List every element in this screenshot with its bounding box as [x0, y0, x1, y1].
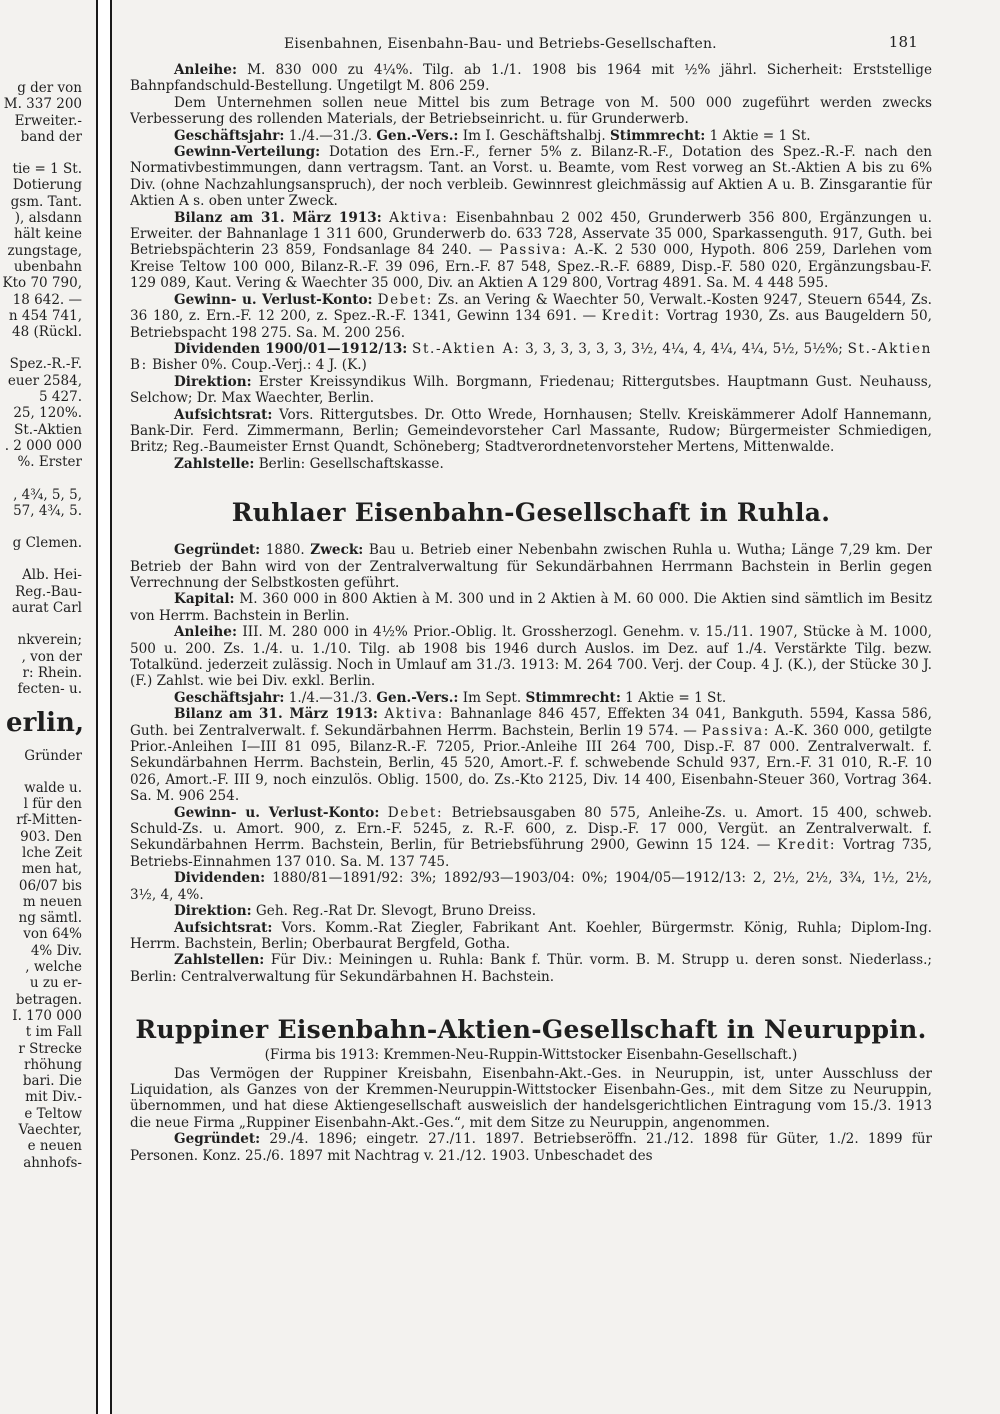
fragment-line: Reg.-Bau-: [15, 583, 82, 600]
fragment-line: 4% Div.: [30, 942, 82, 959]
s1-direktion: Direktion: Erster Kreissyndikus Wilh. Borgmann, Friedenau; Rittergutsbes. Hauptmann Gust. Neuhauss, Selchow; Dr. Max Waechter, Berlin.: [130, 373, 932, 407]
fragment-line: rf-Mitten-: [16, 812, 82, 829]
s2-anleihe: Anleihe: III. M. 280 000 in 4½% Prior.-Oblig. lt. Grossherzogl. Genehm. v. 15./11. 1907, Stücke à M. 1000, 500 u. 200. Zs. 1./4. u. 1./10. Tilg. ab 1908 bis 1946 durch Auslos. im Dez. auf 1./4. Verstärkte Tilg. bezw. Totalkünd. jederzeit zulässig. Noch in Umlauf am 31./3. 1913: M. 264 700. Verj. der Coup. 4 J. (K.), der Stücke 30 J. (F.) Zahlst. wie bei Div. exkl. Berlin.: [130, 624, 932, 690]
s3-gegruendet: Gegründet: 29./4. 1896; eingetr. 27./11. 1897. Betriebseröffn. 21./12. 1898 für Güter, 1./2. 1899 für Personen. Konz. 25./6. 1897 mit Nachtrag v. 21./12. 1903. Unbeschadet des: [130, 1131, 932, 1164]
fragment-line: l für den: [23, 796, 82, 813]
fragment-line: bari. Die: [22, 1073, 82, 1090]
section-subtitle-ruppiner: (Firma bis 1913: Kremmen-Neu-Ruppin-Wittstocker Eisenbahn-Gesellschaft.): [264, 1047, 798, 1064]
fragment-line: hält keine: [14, 226, 82, 243]
page-number: 181: [888, 33, 918, 51]
s2-bilanz: Bilanz am 31. März 1913: Aktiva: Bahnanlage 846 457, Effekten 34 041, Bankguth. 5594, Kassa 586, Guth. bei Zentralverwalt. f. Sekundärbahnen Herrm. Bachstein, Berlin 19 574. — Passiva: A.-K. 360 000, getilgte Prior.-Anleihen I—III 81 095, Bilanz-R.-F. 7205, Prior.-Anleihe III 264 700, Disp.-F. 87 000. Zentralverwalt. f. Sekundärbahnen Herrm. Bachstein, Berlin, 45 520, Amort.-F. f. schwebende Schuld 937, Ern.-F. 31 010, R.-F. 10 026, Amort.-F. III 9, noch einzulös. Oblig. 1500, do. Zs.-Kto 2125, Div. 14 400, Eisenbahn-Steuer 360, Vortrag 364. Sa. M. 906 254.: [130, 706, 932, 805]
fragment-line: Gründer: [24, 747, 82, 764]
fragment-line: g Clemen.: [12, 535, 82, 552]
fragment-line: M. 337 200: [3, 96, 82, 113]
fragment-line: fecten- u.: [17, 681, 82, 698]
fragment-line: m neuen: [22, 893, 82, 910]
fragment-line: ubenbahn: [13, 258, 82, 275]
fragment-line: , 4¾, 5, 5,: [13, 486, 82, 503]
s2-kapital: Kapital: M. 360 000 in 800 Aktien à M. 300 und in 2 Aktien à M. 60 000. Die Aktien sind sämtlich im Besitz von Herrm. Bachstein in Berlin.: [130, 591, 932, 624]
fragment-line: u zu er-: [29, 975, 82, 992]
line-gap: [0, 145, 88, 161]
fragment-line: gsm. Tant.: [10, 193, 82, 210]
s2-dividenden: Dividenden: 1880/81—1891/92: 3%; 1892/93—1903/04: 0%; 1904/05—1912/13: 2, 2½, 2½, 3¾, 1½, 2½, 3½, 4, 4%.: [130, 870, 932, 903]
s2-aufsichtsrat: Aufsichtsrat: Vors. Komm.-Rat Ziegler, Fabrikant Ant. Koehler, Bürgermstr. König, Ruhla; Diplom-Ing. Herrm. Bachstein, Berlin; Oberbaurat Bergfeld, Gotha.: [130, 919, 932, 952]
running-head: [130, 28, 932, 62]
fragment-line: lche Zeit: [22, 844, 82, 861]
line-gap: [0, 519, 88, 535]
fragment-line: 903. Den: [20, 828, 82, 845]
fragment-line: ng sämtl.: [18, 910, 82, 927]
fragment-line: nkverein;: [17, 632, 82, 649]
fragment-line: Spez.-R.-F.: [9, 356, 82, 373]
line-gap: [0, 616, 88, 632]
s1-unternehmen: Dem Unternehmen sollen neue Mittel bis zum Betrage von M. 500 000 zugeführt werden zwecks Verbesserung des rollenden Materials, der Betriebseinricht. u. für Grunderwerb.: [130, 94, 932, 128]
fragment-line: Vaechter,: [18, 1122, 82, 1139]
section-title-ruhlaer: Ruhlaer Eisenbahn-Gesellschaft in Ruhla.: [231, 498, 831, 528]
s1-dividenden: Dividenden 1900/01—1912/13: St.-Aktien A: 3, 3, 3, 3, 3, 3, 3½, 4¼, 4, 4¼, 4¼, 5½, 5½%; St.-Aktien B: Bisher 0%. Coup.-Verj.: 4 J. (K.): [130, 340, 932, 374]
fragment-line: rhöhung: [23, 1056, 82, 1073]
line-gap: [0, 340, 88, 356]
s1-zahlstelle: Zahlstelle: Berlin: Gesellschaftskasse.: [174, 455, 444, 472]
page-gutter: [96, 0, 112, 1414]
s1-bilanz: Bilanz am 31. März 1913: Aktiva: Eisenbahnbau 2 002 450, Grunderwerb 356 800, Ergänzungen u. Erweiter. der Bahnanlage 1 311 600, Grunderwerb do. 633 728, Asservate 35 000, Sparkassenguth. 917, Guth. bei Betriebspächterin 23 859, Fondsanlage 84 240. — Passiva: A.-K. 2 530 000, Hypoth. 806 259, Darlehen vom Kreise Teltow 100 000, Bilanz-R.-F. 39 096, Ern.-F. 87 548, Spez.-R.-F. 6889, Disp.-F. 580 020, Ergänzungsbau-F. 129 089, Kaut. Vering & Waechter 35 000, Div. an Aktien A 129 800, Vortrag 4891. Sa. M. 4 448 595.: [130, 209, 932, 292]
fragment-line: . 2 000 000: [4, 437, 82, 454]
s1-anleihe: Anleihe: M. 830 000 zu 4¼%. Tilg. ab 1./1. 1908 bis 1964 mit ½% jährl. Sicherheit: Erststellige Bahnpfandschuld-Bestellung. Ungetilgt M. 806 259.: [130, 62, 932, 95]
fragment-line: 18 642. —: [12, 291, 82, 308]
line-gap: [0, 551, 88, 567]
fragment-line: 57, 4¾, 5.: [13, 502, 82, 519]
fragment-line: e neuen: [27, 1138, 82, 1155]
s1-gewinn-verteilung: Gewinn-Verteilung: Dotation des Ern.-F., ferner 5% z. Bilanz-R.-F., Dotation des Spez.-R.-F. nach den Normativbestimmungen, dann vertragsm. Tant. an Vorst. u. Beamte, vom Rest vorweg an St.-Aktien A bis zu 6% Div. (ohne Nachzahlungsanspruch), der noch verbleib. Gewinnrest gleichmässig auf Aktien A u. B. Zinsgarantie für Aktien A s. oben unter Zweck.: [130, 144, 932, 210]
fragment-line: I. 170 000: [12, 1007, 82, 1024]
s3-intro: Das Vermögen der Ruppiner Kreisbahn, Eisenbahn-Akt.-Ges. in Neuruppin, ist, unter Ausschluss der Liquidation, als Ganzes von der Kremmen-Neuruppin-Wittstocker Eisenbahn-Ges., mit dem Sitze zu Neuruppin, übernommen, und hat diese Aktiengesellschaft ausweislich der handelsgerichtlichen Eintragung vom 15./3. 1913 die neue Firma „Ruppiner Eisenbahn-Akt.-Ges.“, mit dem Sitze zu Neuruppin, angenommen.: [130, 1065, 932, 1131]
section-title-ruppiner: Ruppiner Eisenbahn-Aktien-Gesellschaft in Neuruppin.: [135, 1015, 927, 1045]
fragment-line: %. Erster: [17, 454, 82, 471]
fragment-line: g der von: [17, 80, 82, 96]
fragment-line: Alb. Hei-: [22, 567, 82, 584]
fragment-line: n 454 741,: [8, 307, 82, 324]
fragment-line: zungstage,: [7, 242, 82, 259]
fragment-line: r Strecke: [18, 1040, 82, 1057]
fragment-line: Dotierung: [12, 177, 82, 194]
fragment-line: Kto 70 790,: [2, 275, 82, 292]
fragment-line: 25, 120%.: [13, 405, 82, 422]
fragment-line: band der: [20, 128, 82, 145]
s2-gewinn-verlust: Gewinn- u. Verlust-Konto: Debet: Betriebsausgaben 80 575, Anleihe-Zs. u. Amort. 15 400, schweb. Schuld-Zs. u. Amort. 900, z. Ern.-F. 5245, z. R.-F. 600, z. Disp.-F. 17 000, Vergüt. an Zentralverwalt. f. Sekundärbahnen Herrm. Bachstein, Berlin, für Betriebsführung 2900, Gewinn 15 124. — Kredit: Vortrag 735, Betriebs-Einnahmen 137 010. Sa. M. 137 745.: [130, 804, 932, 870]
running-title: Eisenbahnen, Eisenbahn-Bau- und Betriebs-Gesellschaften.: [284, 36, 717, 52]
main-column: [130, 28, 932, 1408]
fragment-line: , welche: [25, 959, 82, 976]
fragment-heading: erlin,: [6, 707, 84, 738]
fragment-line: e Teltow: [24, 1105, 82, 1122]
s1-aufsichtsrat: Aufsichtsrat: Vors. Rittergutsbes. Dr. Otto Wrede, Hornhausen; Stellv. Kreiskämmerer Adolf Hannemann, Bank-Dir. Ferd. Zimmermann, Berlin; Gemeindevorsteher Carl Massante, Rudow; Bürgermeister Schmiedigen, Britz; Reg.-Baumeister Ernst Quandt, Schöneberg; Stadtverordnetenvorsteher Mertens, Mittenwalde.: [130, 406, 932, 456]
facing-page-fragment: [0, 80, 88, 1414]
fragment-line: euer 2584,: [7, 372, 82, 389]
fragment-line: aurat Carl: [11, 600, 82, 617]
fragment-line: von 64%: [23, 926, 82, 943]
fragment-line: St.-Aktien: [14, 421, 82, 438]
fragment-line: t im Fall: [25, 1024, 82, 1041]
fragment-line: ), alsdann: [14, 210, 82, 227]
fragment-line: tie = 1 St.: [12, 161, 82, 178]
s2-direktion: Direktion: Geh. Reg.-Rat Dr. Slevogt, Bruno Dreiss.: [174, 903, 537, 920]
fragment-line: ahnhofs-: [23, 1154, 82, 1171]
s1-geschaeftsjahr: Geschäftsjahr: 1./4.—31./3. Gen.-Vers.: Im I. Geschäftshalbj. Stimmrecht: 1 Aktie = 1 St.: [174, 127, 811, 144]
fragment-line: 5 427.: [39, 389, 82, 406]
line-gap: [0, 471, 88, 487]
fragment-line: mit Div.-: [25, 1089, 82, 1106]
fragment-line: r: Rhein.: [22, 664, 82, 681]
fragment-line: men hat,: [21, 861, 82, 878]
s1-gewinn-verlust: Gewinn- u. Verlust-Konto: Debet: Zs. an Vering & Waechter 50, Verwalt.-Kosten 9247, Steuern 6544, Zs. 36 180, z. Ern.-F. 12 200, z. Spez.-R.-F. 1341, Gewinn 134 691. — Kredit: Vortrag 1930, Zs. aus Baugeldern 50, Betriebspacht 198 275. Sa. M. 200 256.: [130, 291, 932, 341]
fragment-line: , von der: [21, 648, 82, 665]
s2-gegruendet: Gegründet: 1880. Zweck: Bau u. Betrieb einer Nebenbahn zwischen Ruhla u. Wutha; Länge 7,29 km. Der Betrieb der Bahn wird von der Zentralverwaltung für Sekundärbahnen Herrmann Bachstein in Berlin gegen Verrechnung der Selbstkosten geführt.: [130, 542, 932, 591]
fragment-line: 06/07 bis: [18, 877, 82, 894]
fragment-line: Erweiter.-: [14, 112, 82, 129]
s2-geschaeftsjahr: Geschäftsjahr: 1./4.—31./3. Gen.-Vers.: Im Sept. Stimmrecht: 1 Aktie = 1 St.: [174, 689, 727, 706]
s2-zahlstellen: Zahlstellen: Für Div.: Meiningen u. Ruhla: Bank f. Thür. vorm. B. M. Strupp u. deren sonst. Niederlass.; Berlin: Centralverwaltung für Sekundärbahnen H. Bachstein.: [130, 952, 932, 985]
line-gap: [0, 764, 88, 780]
fragment-line: 48 (Rückl.: [12, 324, 82, 341]
fragment-line: walde u.: [24, 779, 82, 796]
fragment-line: betragen.: [15, 991, 82, 1008]
